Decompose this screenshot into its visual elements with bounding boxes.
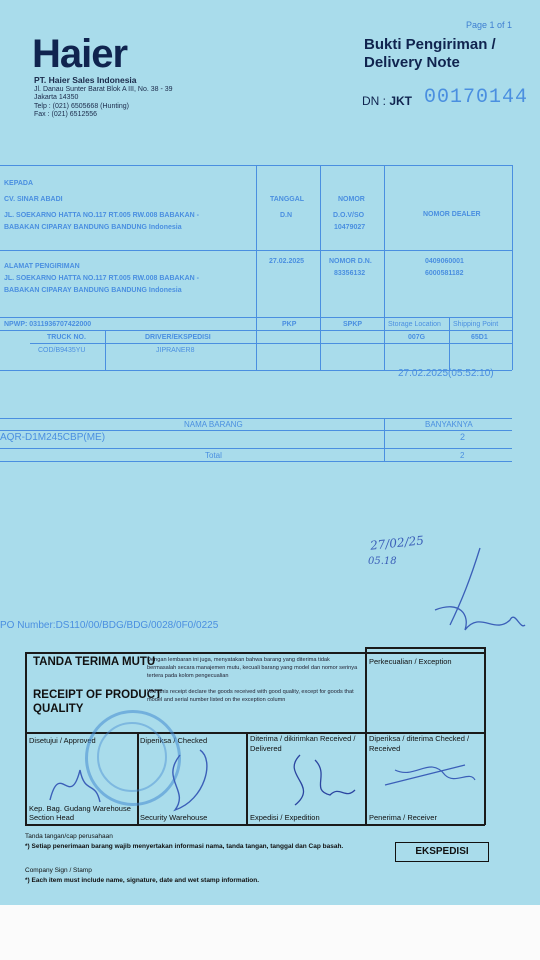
shipping-point-label: Shipping Point — [453, 321, 499, 328]
address-line-2: Jakarta 14350 — [34, 94, 79, 101]
sign-section-head: Kep. Bag. Gudang Warehouse Section Head — [29, 804, 131, 822]
dealer-number-2: 6000581182 — [425, 270, 464, 277]
title-line-2: Delivery Note — [364, 54, 460, 71]
items-name-header: NAMA BARANG — [184, 420, 243, 429]
shipping-address-2: BABAKAN CIPARAY BANDUNG BANDUNG Indonesia — [4, 287, 182, 294]
kepada-label: KEPADA — [4, 180, 34, 187]
receipt-title-en-1: RECEIPT OF PRODUCT — [33, 689, 163, 701]
tanggal-sub: D.N — [280, 212, 293, 219]
table-divider — [449, 317, 450, 370]
customer-name: CV. SINAR ABADI — [4, 196, 63, 203]
page-number: Page 1 of 1 — [466, 20, 513, 30]
scan-margin — [0, 905, 540, 960]
receipt-right-border — [484, 647, 486, 732]
sign-expedition: Expedisi / Expedition — [250, 813, 320, 822]
dn-label: DN : — [362, 94, 386, 108]
table-divider — [105, 330, 106, 370]
receipt-text-id: Dengan lembaran ini juga, menyatakan bahwa barang yang diterima tidak bermasalah secara manajemen mutu, kecuali barang yang model dan nomor serinya tertera pada kolom pengecualian — [147, 657, 358, 679]
tanggal-label: TANGGAL — [270, 196, 305, 203]
customer-address-1: JL. SOEKARNO HATTA NO.117 RT.005 RW.008 BABAKAN - — [4, 212, 200, 219]
table-divider — [384, 165, 385, 370]
exception-top-border — [365, 647, 485, 649]
items-qty-header: BANYAKNYA — [425, 420, 473, 429]
shipping-address-1: JL. SOEKARNO HATTA NO.117 RT.005 RW.008 BABAKAN - — [4, 275, 200, 282]
handwritten-signature — [420, 540, 530, 645]
sign-approved-label: Disetujui / Approved — [29, 736, 96, 745]
receipt-left-border — [25, 652, 27, 732]
items-top-border — [0, 418, 512, 419]
footer-note-id-text: *) Setiap penerimaan barang wajib menyertakan informasi nama, tanda tangan, tanggal dan Cap basah. — [25, 843, 344, 850]
receipt-title-en-2: QUALITY — [33, 703, 84, 715]
sign-divider — [484, 732, 486, 825]
expedition-signature — [270, 745, 370, 815]
sign-received-delivered-label: Diterima / dikirimkan Received / Delivered — [250, 734, 356, 753]
driver-name: JIPRANER8 — [156, 347, 195, 354]
receipt-text-en: With this receipt declare the goods received with good quality, except for goods that model and serial number listed on the exception column — [147, 689, 354, 703]
receiver-signature — [375, 745, 480, 805]
nomor-dn-value: 83356132 — [334, 270, 366, 277]
po-number: PO Number:DS110/00/BDG/BDG/0028/0F0/0225 — [0, 620, 219, 631]
receipt-title-id: TANDA TERIMA MUTU — [33, 656, 156, 668]
nomor-label: NOMOR — [338, 196, 365, 203]
haier-logo: Haier — [32, 32, 128, 76]
fax: Fax : (021) 6512556 — [34, 111, 98, 118]
footer-note-en-title: Company Sign / Stamp — [25, 867, 92, 874]
sign-divider — [246, 732, 248, 825]
shipping-point: 65D1 — [471, 334, 488, 341]
telephone: Telp : (021) 6505668 (Hunting) — [34, 103, 129, 110]
dn-label-group — [362, 94, 412, 108]
pkp-label: PKP — [282, 321, 297, 328]
truck-label: TRUCK NO. — [47, 334, 86, 341]
shipping-address-label: ALAMAT PENGIRIMAN — [4, 263, 80, 270]
items-header-border — [0, 430, 512, 431]
sign-security: Security Warehouse — [140, 813, 208, 822]
copy-label-box: EKSPEDISI — [395, 842, 489, 862]
warehouse-signatures — [40, 740, 230, 820]
exception-divider — [365, 647, 367, 732]
dealer-number-1: 0409060001 — [425, 258, 464, 265]
item-name: AQR-D1M245CBP(ME) — [0, 432, 106, 443]
handwritten-date: 27/02/25 — [369, 533, 425, 553]
npwp: NPWP: 0311936707422000 — [4, 321, 92, 328]
nomor-dn-label: NOMOR D.N. — [329, 258, 372, 265]
items-row-border — [0, 448, 512, 449]
item-qty: 2 — [460, 432, 466, 442]
storage-location: 007G — [408, 334, 426, 341]
truck-number: COD/B9435YU — [38, 347, 86, 354]
customer-address-2: BABAKAN CIPARAY BANDUNG BANDUNG Indonesia — [4, 224, 182, 231]
handwritten-time: 05.18 — [368, 556, 397, 567]
exception-label: Perkecualian / Exception — [369, 657, 452, 666]
total-qty: 2 — [460, 451, 465, 460]
table-divider — [512, 165, 513, 370]
document-title — [364, 36, 496, 72]
total-label: Total — [205, 451, 222, 460]
dn-prefix: JKT — [389, 94, 413, 108]
spkp-label: SPKP — [343, 321, 363, 328]
company-name: PT. Haier Sales Indonesia — [34, 75, 137, 85]
sign-checked-label: Diperiksa / Checked — [140, 736, 208, 745]
table-row-border — [30, 343, 512, 344]
tanggal-value: 27.02.2025 — [269, 258, 305, 265]
table-divider — [320, 165, 321, 370]
driver-label: DRIVER/EKSPEDISI — [145, 334, 211, 341]
print-timestamp: 27.02.2025(05:52:10) — [398, 368, 494, 379]
table-divider — [256, 165, 257, 370]
dn-number: 00170144 — [424, 86, 529, 109]
storage-location-label: Storage Location — [388, 321, 441, 328]
footer-note-en-text: *) Each item must include name, signature, date and wet stamp information. — [25, 877, 260, 884]
sign-checked-received-label: Diperiksa / diterima Checked / Received — [369, 734, 470, 753]
do-number: 10479027 — [334, 224, 366, 231]
dealer-label: NOMOR DEALER — [423, 211, 481, 218]
items-divider — [384, 418, 385, 461]
sign-bottom-border — [25, 824, 485, 826]
sign-receiver: Penerima / Receiver — [369, 813, 437, 822]
title-line-1: Bukti Pengiriman / — [364, 36, 496, 53]
sign-divider — [25, 732, 27, 825]
items-bottom-border — [0, 461, 512, 462]
footer-note-id-title: Tanda tangan/cap perusahaan — [25, 833, 113, 840]
receipt-top-border — [25, 652, 485, 654]
address-line-1: Jl. Danau Sunter Barat Blok A III, No. 38 - 39 — [34, 86, 173, 93]
do-label: D.O.V/SO — [333, 212, 365, 219]
